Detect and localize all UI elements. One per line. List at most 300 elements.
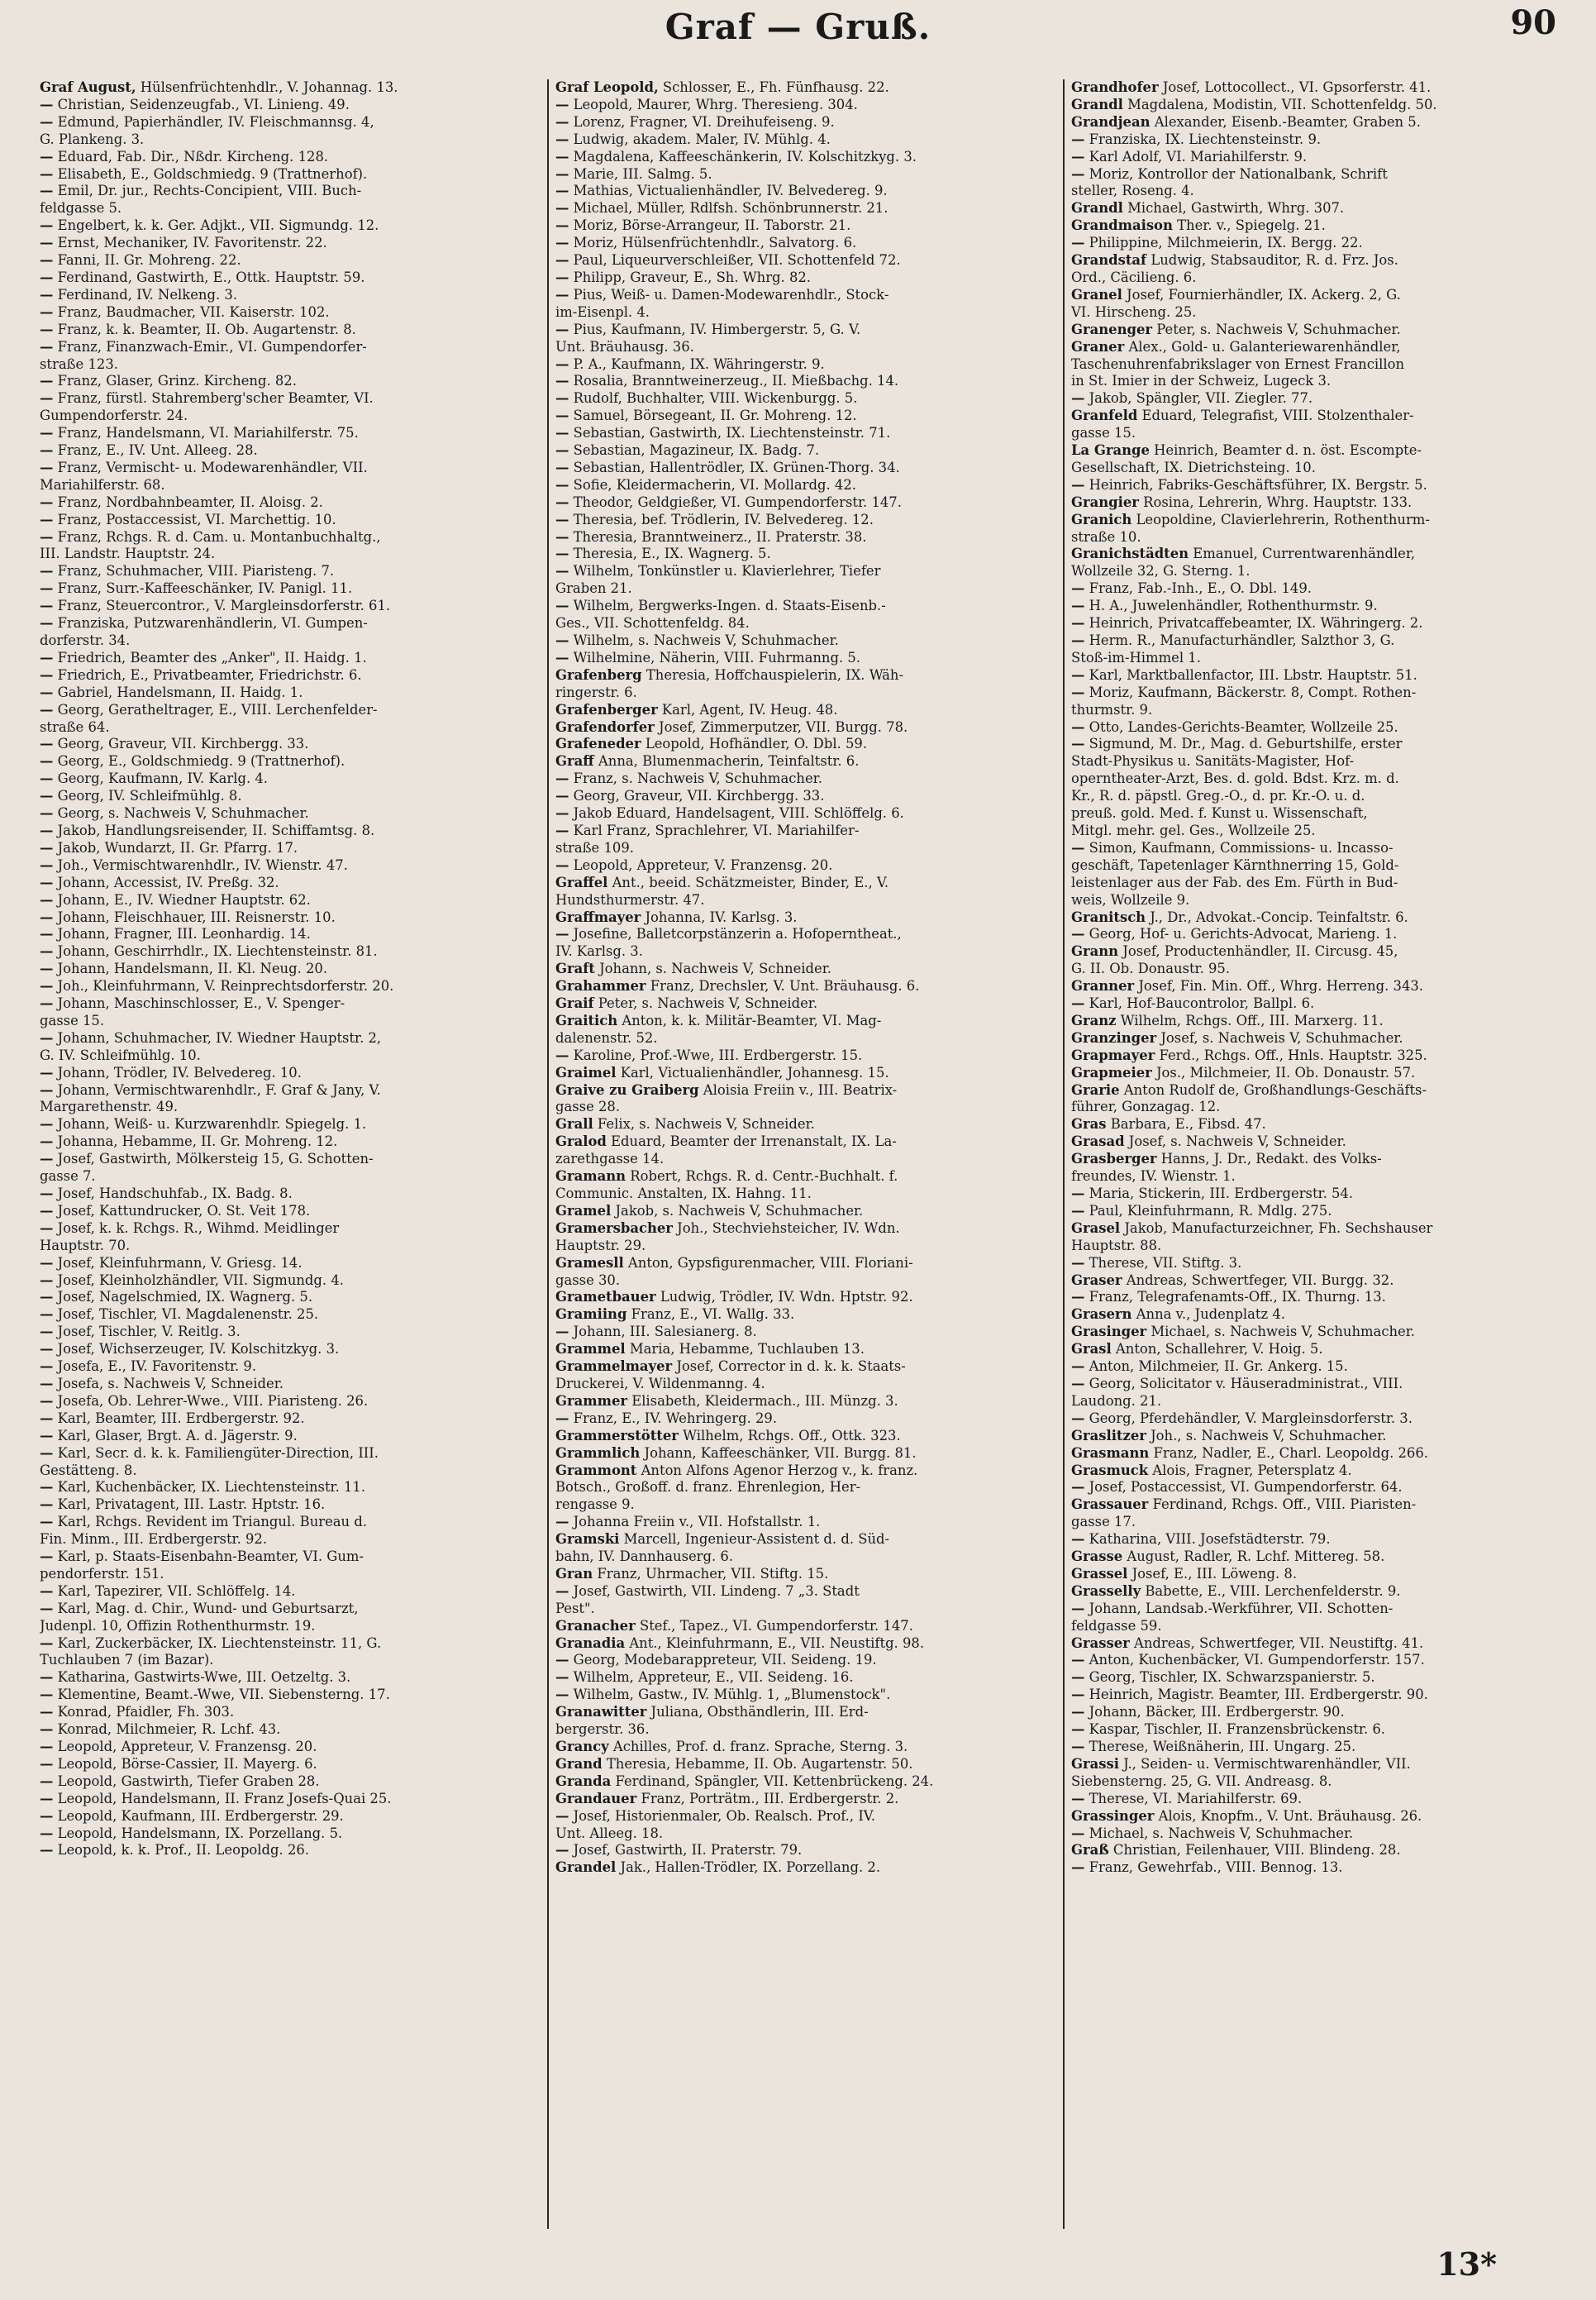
directory-entry <box>1071 546 1572 563</box>
entry-text: Josef, Gastwirth, II. Praterstr. 79. <box>569 1842 803 1859</box>
entry-text: Ant., Kleinfuhrmann, E., VII. Neustiftg. 98. <box>625 1634 925 1651</box>
entry-text: Karl, Tapezirer, VII. Schlöffelg. 14. <box>53 1582 296 1599</box>
entry-headword: — <box>1071 580 1085 597</box>
directory-entry <box>555 1479 1056 1496</box>
entry-text: Maria, Stickerin, III. Erdbergerstr. 54. <box>1084 1186 1354 1201</box>
entry-headword: — <box>1071 235 1085 251</box>
directory-entry <box>555 1116 1056 1133</box>
entry-text: Moriz, Kontrollor der Nationalbank, Schrift <box>1084 165 1388 182</box>
entry-headword: — <box>40 1219 54 1236</box>
directory-entry <box>1071 1531 1572 1548</box>
entry-headword: — <box>40 1289 54 1305</box>
entry-text: Hauptstr. 70. <box>40 1237 131 1253</box>
entry-text: gasse 30. <box>555 1272 621 1288</box>
entry-text: Johann, Landsab.-Werkführer, VII. Schotten- <box>1084 1600 1394 1616</box>
entry-text: Ludwig, akadem. Maler, IV. Mühlg. 4. <box>569 131 831 147</box>
entry-headword: Grasmann <box>1071 1444 1150 1461</box>
directory-entry <box>1071 1669 1572 1687</box>
directory-entry <box>555 719 1056 737</box>
directory-entry <box>555 823 1056 840</box>
entry-text: Paul, Kleinfuhrmann, R. Mdlg. 275. <box>1084 1202 1332 1219</box>
directory-entry <box>1071 131 1572 149</box>
directory-entry <box>555 1306 1056 1324</box>
entry-text: Ferdinand, IV. Nelkeng. 3. <box>53 286 238 303</box>
entry-text: Heinrich, Fabriks-Geschäftsführer, IX. Bergstr. 5. <box>1084 476 1427 493</box>
entry-headword: Grametbauer <box>555 1289 656 1305</box>
entry-headword: Gramski <box>555 1531 620 1548</box>
directory-entry <box>1071 200 1572 217</box>
entry-text: Karl, Beamter, III. Erdbergerstr. 92. <box>53 1410 305 1426</box>
directory-entry <box>1071 1514 1572 1531</box>
entry-text: Klementine, Beamt.-Wwe, VII. Siebensterng. 17. <box>53 1687 390 1703</box>
directory-entry <box>555 788 1056 805</box>
entry-text: Johanna, Hebamme, II. Gr. Mohreng. 12. <box>53 1133 338 1150</box>
entry-text: Therese, VII. Stiftg. 3. <box>1084 1254 1242 1271</box>
entry-headword: Graf August, <box>40 79 136 95</box>
directory-entry <box>40 131 541 149</box>
directory-entry <box>555 1496 1056 1514</box>
directory-entry <box>1071 1859 1572 1877</box>
entry-text: Franz, Telegrafenamts-Off., IX. Thurng. 13. <box>1084 1289 1386 1305</box>
entry-headword: Grahammer <box>555 978 646 995</box>
entry-text: Gestätteng. 8. <box>40 1462 137 1478</box>
entry-text: Johann, Fragner, III. Leonhardig. 14. <box>53 926 311 942</box>
directory-entry <box>555 1618 1056 1635</box>
directory-entry <box>555 477 1056 494</box>
entry-headword: — <box>555 286 569 303</box>
entry-headword: Graimel <box>555 1064 617 1081</box>
entry-headword: — <box>40 1704 54 1720</box>
entry-headword: Graf Leopold, <box>555 79 659 95</box>
directory-entry <box>40 1739 541 1756</box>
directory-entry <box>40 1704 541 1721</box>
directory-entry <box>1071 149 1572 166</box>
directory-entry <box>1071 1341 1572 1358</box>
entry-text: Josef, Tischler, V. Reitlg. 3. <box>53 1324 241 1340</box>
directory-entry <box>555 529 1056 546</box>
entry-text: Johann, Geschirrhdlr., IX. Liechtensteinstr. 81. <box>53 943 378 960</box>
directory-entry <box>555 909 1056 927</box>
entry-text: Hauptstr. 88. <box>1071 1237 1162 1253</box>
entry-text: Wilhelmine, Näherin, VIII. Fuhrmanng. 5. <box>569 649 861 666</box>
entry-text: Ther. v., Spiegelg. 21. <box>1172 217 1326 234</box>
directory-entry <box>40 166 541 184</box>
entry-headword: — <box>1071 736 1085 752</box>
directory-entry <box>40 1324 541 1341</box>
directory-entry <box>555 1289 1056 1306</box>
entry-headword: — <box>40 805 54 822</box>
directory-entry <box>555 270 1056 287</box>
entry-headword: Graft <box>555 961 595 977</box>
entry-headword: — <box>40 1444 54 1461</box>
entry-text: Unt. Alleeg. 18. <box>555 1825 664 1841</box>
entry-headword: Grapmayer <box>1071 1047 1155 1063</box>
directory-entry <box>555 805 1056 823</box>
directory-entry <box>555 771 1056 788</box>
directory-entry <box>1071 1566 1572 1583</box>
entry-text: Katharina, VIII. Josefstädterstr. 79. <box>1084 1531 1331 1548</box>
entry-text: bahn, IV. Dannhauserg. 6. <box>555 1548 734 1565</box>
entry-headword: — <box>40 736 54 752</box>
entry-headword: Grassinger <box>1071 1807 1155 1824</box>
entry-text: Philipp, Graveur, E., Sh. Whrg. 82. <box>569 269 812 285</box>
entry-headword: — <box>1071 615 1085 632</box>
directory-entry <box>555 1825 1056 1843</box>
directory-entry <box>555 373 1056 390</box>
directory-entry <box>1071 1479 1572 1496</box>
directory-entry <box>40 235 541 252</box>
directory-entry <box>1071 1272 1572 1290</box>
entry-text: Karl, Privatagent, III. Lastr. Hptstr. 16. <box>53 1496 326 1513</box>
directory-entry <box>40 615 541 632</box>
directory-entry <box>40 736 541 753</box>
directory-entry <box>555 494 1056 512</box>
signature-mark: 13* <box>1436 2245 1497 2283</box>
directory-entry <box>1071 1756 1572 1773</box>
entry-headword: Grasberger <box>1071 1151 1157 1167</box>
directory-entry <box>555 97 1056 114</box>
entry-headword: — <box>555 390 569 407</box>
directory-entry <box>555 1324 1056 1341</box>
directory-entry <box>40 1289 541 1306</box>
entry-text: Josef, Postaccessist, VI. Gumpendorferstr. 64. <box>1084 1479 1403 1496</box>
entry-headword: — <box>40 771 54 787</box>
entry-headword: — <box>40 286 54 303</box>
entry-text: Leopold, Maurer, Whrg. Theresieng. 304. <box>569 96 858 112</box>
entry-headword: Graffel <box>555 874 608 890</box>
entry-headword: Grandl <box>1071 200 1123 217</box>
directory-entry <box>555 1030 1056 1047</box>
entry-headword: — <box>555 788 569 804</box>
entry-headword: Grassel <box>1071 1565 1128 1582</box>
entry-text: Ludwig, Stabsauditor, R. d. Frz. Jos. <box>1146 252 1398 269</box>
entry-text: Ferdinand, Spängler, VII. Kettenbrückeng. 24. <box>611 1773 934 1789</box>
entry-text: Franz, Handelsmann, VI. Mariahilferstr. 75. <box>53 425 359 441</box>
entry-headword: — <box>40 753 54 770</box>
directory-entry <box>40 1618 541 1635</box>
entry-headword: — <box>555 476 569 493</box>
entry-headword: Graslitzer <box>1071 1427 1146 1443</box>
directory-entry <box>1071 736 1572 753</box>
entry-headword: — <box>40 1548 54 1565</box>
directory-entry <box>40 270 541 287</box>
entry-headword: Grand <box>555 1755 603 1772</box>
directory-entry <box>555 615 1056 632</box>
directory-entry <box>555 408 1056 425</box>
directory-entry <box>555 1531 1056 1548</box>
entry-text: J., Dr., Advokat.-Concip. Teinfaltstr. 6. <box>1146 909 1408 925</box>
directory-entry <box>40 840 541 857</box>
entry-headword: — <box>555 355 569 372</box>
directory-entry <box>40 1133 541 1151</box>
entry-headword: — <box>40 96 54 112</box>
entry-headword: Gramel <box>555 1202 612 1219</box>
entry-headword: Gramann <box>555 1168 626 1185</box>
directory-entry <box>40 1220 541 1238</box>
directory-entry <box>555 217 1056 235</box>
entry-text: straße 109. <box>555 839 634 856</box>
entry-text: Anton, Gypsfigurenmacher, VIII. Floriani- <box>623 1254 913 1271</box>
entry-text: Georg, Modebarappreteur, VII. Seideng. 19. <box>569 1652 877 1668</box>
directory-entry <box>555 1410 1056 1428</box>
directory-entry <box>1071 166 1572 184</box>
entry-headword: — <box>40 303 54 320</box>
entry-text: Franz, Schuhmacher, VIII. Piaristeng. 7. <box>53 563 335 580</box>
directory-entry <box>1071 1791 1572 1808</box>
entry-headword: — <box>40 1029 54 1046</box>
entry-text: Judenpl. 10, Offizin Rothenthurmstr. 19. <box>40 1617 316 1634</box>
directory-entry <box>1071 1601 1572 1618</box>
entry-headword: — <box>40 373 54 389</box>
entry-text: Johann, Handelsmann, II. Kl. Neug. 20. <box>53 961 328 977</box>
entry-headword: — <box>40 1634 54 1651</box>
entry-text: Emanuel, Currentwarenhändler, <box>1189 546 1416 562</box>
entry-text: Juliana, Obsthändlerin, III. Erd- <box>646 1704 869 1720</box>
entry-text: G. II. Ob. Donaustr. 95. <box>1071 961 1231 977</box>
directory-entry <box>555 1186 1056 1203</box>
entry-headword: — <box>555 1652 569 1668</box>
directory-entry <box>40 149 541 166</box>
entry-text: Ernst, Mechaniker, IV. Favoritenstr. 22. <box>53 235 327 251</box>
directory-entry <box>1071 252 1572 270</box>
directory-entry <box>40 1047 541 1065</box>
directory-entry <box>555 995 1056 1013</box>
entry-text: bergerstr. 36. <box>555 1721 650 1738</box>
entry-headword: — <box>555 459 569 475</box>
directory-entry <box>1071 978 1572 995</box>
entry-text: Georg, IV. Schleifmühlg. 8. <box>53 788 242 804</box>
entry-text: Ludwig, Trödler, IV. Wdn. Hptstr. 92. <box>655 1289 913 1305</box>
entry-text: Peter, s. Nachweis V, Schuhmacher. <box>1152 321 1401 337</box>
directory-entry <box>1071 805 1572 823</box>
entry-headword: — <box>1071 598 1085 614</box>
entry-text: Botsch., Großoff. d. franz. Ehrenlegion, Her- <box>555 1479 861 1496</box>
directory-entry <box>40 546 541 563</box>
entry-text: straße 10. <box>1071 528 1141 545</box>
entry-headword: — <box>555 528 569 545</box>
entry-text: Karl Adolf, VI. Mariahilferstr. 9. <box>1084 148 1308 165</box>
directory-entry <box>555 1428 1056 1445</box>
entry-text: Hauptstr. 29. <box>555 1237 646 1253</box>
directory-entry <box>40 1238 541 1255</box>
directory-entry <box>1071 1773 1572 1791</box>
entry-text: Karl, Zuckerbäcker, IX. Liechtensteinstr. 11, G. <box>53 1634 382 1651</box>
directory-entry <box>1071 1583 1572 1601</box>
entry-headword: — <box>1071 632 1085 648</box>
entry-text: Joh., Vermischtwarenhdlr., IV. Wienstr. 47. <box>53 857 348 873</box>
directory-entry <box>40 1410 541 1428</box>
directory-entry <box>40 494 541 512</box>
entry-headword: Gras <box>1071 1116 1107 1133</box>
entry-text: Heinrich, Privatcaffebeamter, IX. Währingerg. 2. <box>1084 615 1423 632</box>
entry-headword: — <box>555 1047 569 1063</box>
entry-text: Franz, Vermischt- u. Modewarenhändler, VII. <box>53 459 368 475</box>
directory-entry <box>40 650 541 667</box>
entry-headword: Grasern <box>1071 1306 1132 1323</box>
entry-text: Leopold, k. k. Prof., II. Leopoldg. 26. <box>53 1842 310 1859</box>
directory-entry <box>1071 1151 1572 1168</box>
directory-entry <box>555 252 1056 270</box>
entry-headword: — <box>40 839 54 856</box>
directory-entry <box>1071 667 1572 685</box>
entry-text: Moriz, Hülsenfrüchtenhdlr., Salvatorg. 6. <box>569 235 857 251</box>
entry-headword: Grasl <box>1071 1341 1112 1358</box>
entry-headword: — <box>555 1687 569 1703</box>
directory-entry <box>1071 1548 1572 1566</box>
directory-entry <box>40 667 541 685</box>
entry-headword: Grandmaison <box>1071 217 1173 234</box>
entry-headword: Granadia <box>555 1634 626 1651</box>
directory-entry <box>555 1704 1056 1721</box>
directory-entry <box>1071 477 1572 494</box>
entry-text: Magdalena, Modistin, VII. Schottenfeldg. 50. <box>1122 96 1437 112</box>
entry-text: Gumpendorferstr. 24. <box>40 408 188 424</box>
directory-entry <box>1071 183 1572 200</box>
entry-text: Felix, s. Nachweis V, Schneider. <box>593 1116 815 1133</box>
entry-headword: — <box>40 1496 54 1513</box>
entry-text: Philippine, Milchmeierin, IX. Bergg. 22. <box>1084 235 1363 251</box>
entry-text: IV. Karlsg. 3. <box>555 943 643 960</box>
entry-headword: — <box>40 1825 54 1841</box>
entry-headword: — <box>40 788 54 804</box>
entry-headword: — <box>40 1341 54 1358</box>
entry-headword: Granitsch <box>1071 909 1146 925</box>
entry-headword: Gramesll <box>555 1254 624 1271</box>
entry-text: Franz, Nordbahnbeamter, II. Aloisg. 2. <box>53 494 323 510</box>
entry-text: Stadt-Physikus u. Sanitäts-Magister, Hof- <box>1071 753 1355 770</box>
entry-text: Franz, Nadler, E., Charl. Leopoldg. 266. <box>1149 1444 1429 1461</box>
entry-text: Pius, Kaufmann, IV. Himbergerstr. 5, G. V. <box>569 321 861 337</box>
entry-text: Babette, E., VIII. Lerchenfelderstr. 9. <box>1141 1582 1401 1599</box>
entry-text: zarethgasse 14. <box>555 1151 665 1167</box>
entry-headword: Grann <box>1071 943 1119 960</box>
column-1 <box>33 79 547 2229</box>
directory-entry <box>40 1186 541 1203</box>
entry-text: gasse 17. <box>1071 1514 1136 1530</box>
directory-entry <box>40 442 541 460</box>
entry-text: Rosalia, Branntweinerzeug., II. Mießbachg. 14. <box>569 373 899 389</box>
entry-headword: — <box>40 909 54 925</box>
entry-headword: Grasinger <box>1071 1324 1147 1340</box>
entry-text: leistenlager aus der Fab. des Em. Fürth in Bud- <box>1071 874 1398 890</box>
entry-text: Franz, Gewehrfab., VIII. Bennog. 13. <box>1084 1859 1343 1876</box>
directory-entry <box>1071 1739 1572 1756</box>
entry-text: P. A., Kaufmann, IX. Währingerstr. 9. <box>569 355 825 372</box>
entry-text: Franziska, Putzwarenhändlerin, VI. Gumpen- <box>53 615 368 632</box>
directory-entry <box>1071 408 1572 425</box>
entry-headword: Granenger <box>1071 321 1153 337</box>
entry-text: Emil, Dr. jur., Rechts-Concipient, VIII. Buch- <box>53 183 362 199</box>
entry-headword: — <box>40 684 54 700</box>
directory-entry <box>555 840 1056 857</box>
directory-entry <box>40 771 541 788</box>
entry-text: Mitgl. mehr. gel. Ges., Wollzeile 25. <box>1071 822 1316 838</box>
directory-entry <box>1071 580 1572 598</box>
entry-headword: — <box>1071 1186 1085 1201</box>
entry-headword: — <box>40 511 54 527</box>
entry-headword: Grammerstötter <box>555 1427 679 1443</box>
entry-text: straße 64. <box>40 718 110 735</box>
entry-text: Margarethenstr. 49. <box>40 1099 179 1115</box>
entry-headword: — <box>555 822 569 838</box>
entry-text: Franz, E., VI. Wallg. 33. <box>626 1306 795 1323</box>
directory-entry <box>40 322 541 339</box>
directory-entry <box>40 926 541 943</box>
entry-text: Sofie, Kleidermacherin, VI. Mollardg. 42. <box>569 476 856 493</box>
directory-entry <box>1071 1013 1572 1030</box>
entry-headword: — <box>40 235 54 251</box>
directory-entry <box>40 1531 541 1548</box>
directory-entry <box>555 1445 1056 1463</box>
directory-entry <box>40 1791 541 1808</box>
entry-text: Franz, Surr.-Kaffeeschänker, IV. Panigl. 11. <box>53 580 353 597</box>
entry-headword: Graß <box>1071 1842 1109 1859</box>
directory-entry <box>555 1133 1056 1151</box>
entry-headword: — <box>555 408 569 424</box>
directory-entry <box>1071 563 1572 580</box>
directory-entry <box>555 512 1056 529</box>
entry-headword: — <box>40 148 54 165</box>
entry-text: Franz, Fab.-Inh., E., O. Dbl. 149. <box>1084 580 1312 597</box>
entry-text: Elisabeth, Kleidermach., III. Münzg. 3. <box>627 1392 898 1409</box>
entry-text: Johann, Trödler, IV. Belvedereg. 10. <box>53 1064 302 1081</box>
entry-headword: — <box>40 1081 54 1098</box>
directory-entry <box>1071 1376 1572 1393</box>
entry-headword: Grapmeier <box>1071 1064 1152 1081</box>
directory-entry <box>40 1358 541 1376</box>
directory-entry <box>40 304 541 322</box>
column-2 <box>547 79 1063 2229</box>
entry-text: Friedrich, E., Privatbeamter, Friedrichstr. 6. <box>53 666 362 683</box>
directory-entry <box>1071 1030 1572 1047</box>
entry-headword: — <box>40 1790 54 1806</box>
entry-headword: — <box>555 321 569 337</box>
entry-text: Franz, Glaser, Grinz. Kircheng. 82. <box>53 373 297 389</box>
entry-text: Sebastian, Hallentrödler, IX. Grünen-Thorg. 34. <box>569 459 900 475</box>
directory-entry <box>555 943 1056 961</box>
directory-entry <box>40 477 541 494</box>
entry-text: Rudolf, Buchhalter, VIII. Wickenburgg. 5. <box>569 390 858 407</box>
directory-entry <box>40 79 541 97</box>
directory-entry <box>1071 632 1572 650</box>
entry-headword: — <box>555 425 569 441</box>
entry-headword: — <box>40 1410 54 1426</box>
entry-headword: — <box>1071 1358 1085 1375</box>
entry-headword: — <box>1071 148 1085 165</box>
entry-headword: Graner <box>1071 338 1125 355</box>
directory-entry <box>40 1548 541 1566</box>
entry-headword: — <box>40 1807 54 1824</box>
entry-headword: — <box>40 442 54 459</box>
directory-entry <box>40 1566 541 1583</box>
entry-headword: — <box>40 857 54 873</box>
entry-headword: Grasselly <box>1071 1582 1141 1599</box>
directory-entry <box>40 823 541 840</box>
directory-entry <box>40 1376 541 1393</box>
entry-text: Ges., VII. Schottenfeldg. 84. <box>555 615 750 632</box>
entry-text: Georg, Pferdehändler, V. Margleinsdorferstr. 3. <box>1084 1410 1413 1426</box>
entry-text: feldgasse 5. <box>40 200 122 217</box>
directory-entry <box>1071 390 1572 408</box>
entry-headword: — <box>40 701 54 718</box>
directory-entry <box>1071 1289 1572 1306</box>
entry-headword: Grammer <box>555 1392 628 1409</box>
directory-entry <box>1071 961 1572 978</box>
entry-headword: — <box>40 1687 54 1703</box>
entry-text: Karl, Victualienhändler, Johannesg. 15. <box>616 1064 889 1081</box>
entry-text: Johanna Freiin v., VII. Hofstallstr. 1. <box>569 1514 821 1530</box>
directory-entry <box>1071 892 1572 909</box>
